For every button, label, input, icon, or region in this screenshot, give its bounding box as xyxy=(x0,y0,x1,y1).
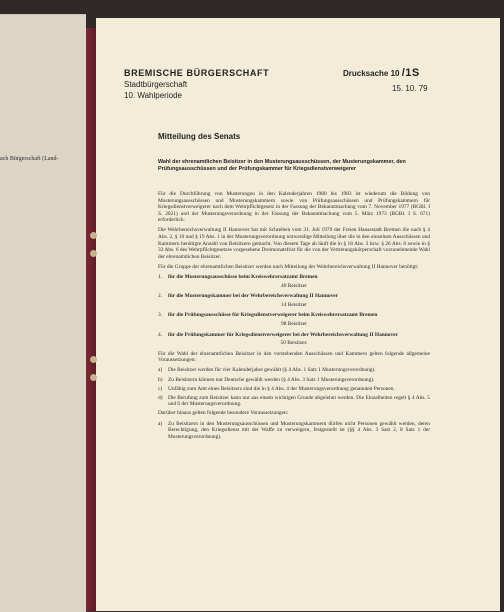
condition-text: Die Berufung zum Beisitzer kann nur aus einem wichtigen Grunde abgelehnt werden. Die Einzelheiten regelt § 4 Abs. 5 und 6 der Musterungsverordnung. xyxy=(168,394,430,408)
condition-text: Unfähig zum Amt eines Beisitzers sind die in § 4 Abs. 4 der Musterungsverordnung genannten Personen. xyxy=(168,385,395,392)
document-number-suffix: /1S xyxy=(401,67,420,79)
body-paragraph: Für die Durchführung von Musterungen in den Kalenderjahren 1980 bis 1983 ist wiederum die Bildung von Musterungsausschüssen und Musterungskammern sowie von Prüfungsausschüssen und Prüfungskammern für Kriegsdienstverweigerer nach dem Wehrpflichtgesetz in der Fassung der Bekanntmachung vom 7. November 1977 (BGBl. I S. 2021) und der Musterungsverordnung in der Fassung der Bekanntmachung vom 5. März 1973 (BGBl. I S. 671) erforderlich. xyxy=(158,191,430,224)
requirements-list xyxy=(158,274,430,347)
condition-text: Zu Beisitzern können nur Deutsche gewählt werden (§ 4 Abs. 3 Satz 1 Musterungsverordnung). xyxy=(168,376,375,383)
requirement-number: 4. xyxy=(158,331,163,338)
document-number xyxy=(343,67,420,79)
conditions-intro: Für die Wahl der ehrenamtlichen Beisitzer in den vorstehenden Ausschüssen und Kammern gelten folgende allgemeine Voraussetzungen: xyxy=(158,350,430,364)
requirement-text: für die Prüfungskammer für Kriegsdienstverweigerer bei der Wehrbereichsverwaltung II Hannover xyxy=(168,331,398,338)
punch-hole xyxy=(90,250,97,257)
left-page-text-fragment xyxy=(0,155,84,164)
condition-item xyxy=(158,386,430,393)
parliament-name: BREMISCHE BÜRGERSCHAFT xyxy=(124,68,270,78)
requirement-text: für die Prüfungsausschüsse für Kriegsdienstverweigerer beim Kreiswehrersatzamt Bremen xyxy=(168,312,378,319)
requirement-text: für die Musterungskammer bei der Wehrbereichsverwaltung II Hannover xyxy=(168,293,339,300)
requirement-item xyxy=(158,293,430,300)
punch-hole xyxy=(90,356,97,363)
document-number-prefix: Drucksache 10 xyxy=(343,69,400,78)
special-conditions-intro: Darüber hinaus gelten folgende besondere Voraussetzungen: xyxy=(158,410,289,417)
requirement-count: 50 Beisitzer. xyxy=(280,340,308,347)
left-fragment-line: ach Bürgerschaft (Land- xyxy=(0,156,59,162)
document-page xyxy=(96,18,500,611)
legislative-period: 10. Wahlperiode xyxy=(124,91,182,100)
special-condition-item xyxy=(158,421,430,441)
punch-hole xyxy=(90,374,97,381)
left-page xyxy=(0,14,86,612)
requirement-text: für die Musterungsausschüsse beim Kreiswehrersatzamt Bremen xyxy=(168,274,318,281)
condition-text: Die Beisitzer werden für vier Kalenderjahre gewählt (§ 4 Abs. 1 Satz 1 Musterungsverordnung). xyxy=(168,367,376,374)
requirement-item xyxy=(158,332,430,339)
condition-item xyxy=(158,377,430,384)
condition-item xyxy=(158,395,430,408)
document-subject: Wahl der ehrenamtlichen Beisitzer in den Musterungsausschüssen, der Musterungskammer, den Prüfungsausschüssen und der Prüfungskammer für Kriegsdienstverweigerer xyxy=(158,159,406,172)
document-date: 15. 10. 79 xyxy=(392,84,428,93)
condition-key: b) xyxy=(158,376,163,383)
body-paragraph: Für die Gruppe der ehrenamtlichen Beisitzer werden nach Mitteilung der Wehrbereichsverwaltung II Hannover benötigt: xyxy=(158,263,419,270)
condition-key: d) xyxy=(158,394,163,401)
requirement-number: 1. xyxy=(158,274,163,281)
punch-hole xyxy=(90,232,97,239)
condition-item xyxy=(158,367,430,374)
requirement-number: 2. xyxy=(158,293,163,300)
body-paragraph: Die Wehrbereichsverwaltung II Hannover hat mit Schreiben vom 31. Juli 1979 der Freien Hansestadt Bremen die nach § 4 Abs. 2, § 10 und § 19 Abs. 1 in der Musterungsverordnung notwendige Mitteilung über die in den einzelnen Ausschüssen und Kammern benötigte Anzahl von Beisitzern gemacht. Von diesem Tage ab läuft die in § 18 Abs. 3 bzw. § 26 Abs. 6 sowie in § 33 Abs. 6 des Wehrpflichtgesetzes vorgesehene Dreimonatsfrist für die von der Vertretungskörperschaft vorzunehmende Wahl der ehrenamtlichen Beisitzer. xyxy=(158,227,430,260)
requirement-item xyxy=(158,312,430,319)
requirement-item xyxy=(158,274,430,281)
requirement-count: 40 Beisitzer xyxy=(281,282,307,289)
document-title: Mitteilung des Senats xyxy=(158,132,241,141)
condition-key: c) xyxy=(158,385,163,392)
chamber-name: Stadtbürgerschaft xyxy=(124,80,188,89)
special-condition-text: Zu Beisitzern in den Musterungsausschüssen und Musterungskammern dürfen nicht Personen gewählt werden, deren Berechtigung, den Kriegsdienst mit der Waffe zu verweigern, festgestellt ist (§§ 4 Abs. 3 Satz 2, 8 Satz 1 der Musterungsverordnung). xyxy=(168,420,430,440)
requirement-count: 98 Beisitzer xyxy=(281,321,307,327)
document-body xyxy=(158,191,430,443)
special-condition-key: a) xyxy=(158,420,163,427)
requirement-count: 14 Beisitzer xyxy=(281,301,307,308)
book-binding xyxy=(86,28,96,611)
condition-key: a) xyxy=(158,367,163,374)
requirement-number: 3. xyxy=(158,312,163,319)
